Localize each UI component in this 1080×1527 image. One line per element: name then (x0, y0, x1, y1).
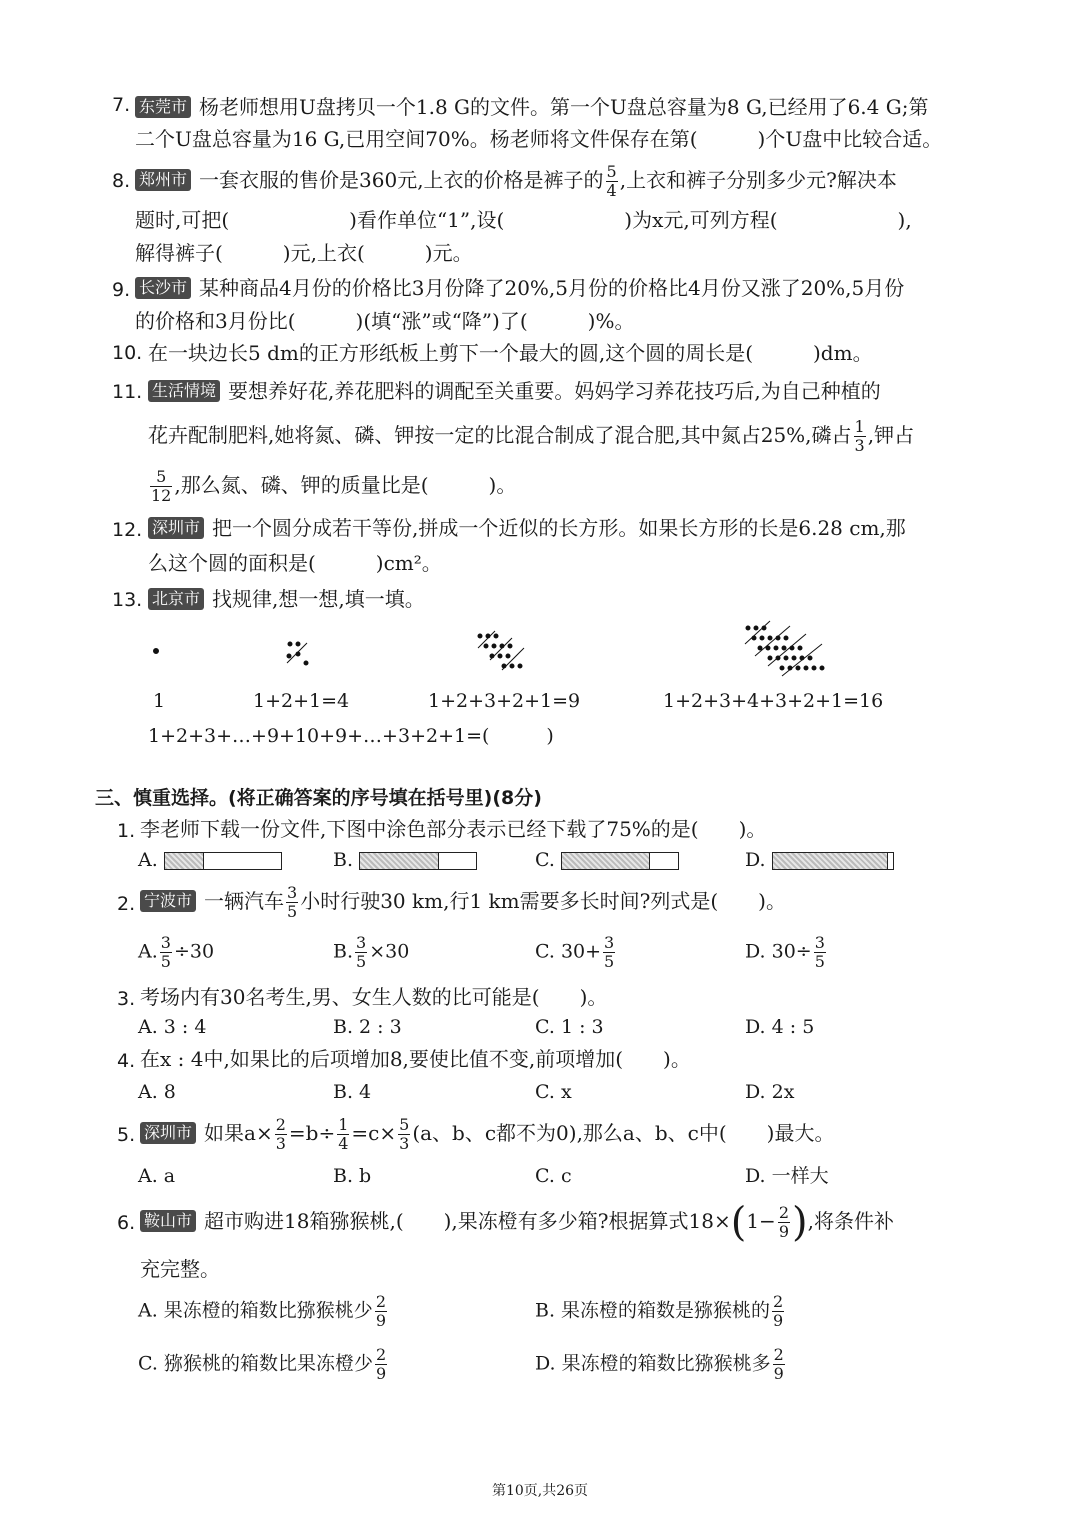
q11-line1: 生活情境 要想养好花,养花肥料的调配至关重要。妈妈学习养花技巧后,为自己种植的 (148, 376, 980, 406)
progress-bar (359, 852, 477, 870)
region-tag: 深圳市 (140, 1122, 196, 1144)
q7-number: 7. (112, 94, 131, 116)
dot-pattern-3 (478, 631, 524, 670)
region-tag: 东莞市 (135, 96, 191, 118)
c4-option-c[interactable]: C. x (535, 1081, 572, 1103)
q7-line2: 二个U盘总容量为16 G,已用空间70%。杨老师将文件保存在第( )个U盘中比较合适。 (135, 127, 943, 151)
c6-option-b[interactable]: B. 果冻橙的箱数是猕猴桃的 $\frac{2}{9}$ (535, 1292, 784, 1330)
section-heading: 三、慎重选择。(将正确答案的序号填在括号里)(8分) (95, 787, 542, 809)
q9-number: 9. (112, 279, 131, 301)
c3-option-b[interactable]: B. 2 : 3 (333, 1016, 402, 1038)
c3-option-a[interactable]: A. 3 : 4 (138, 1016, 207, 1038)
c1-number: 1. (117, 820, 136, 842)
c1-option-b[interactable]: B. (333, 845, 477, 875)
c6-line1: 鞍山市 超市购进18箱猕猴桃,( ),果冻橙有多少箱?根据算式18×(1− $\frac{2}{9}$ ),将条件补 (140, 1204, 980, 1241)
fraction: $\frac{3}{5}$ (287, 883, 298, 921)
dot-pattern-figure (0, 618, 1080, 688)
q8-line2: 题时,可把( )看作单位“1”,设( )为x元,可列方程( ), (135, 208, 912, 232)
c3-number: 3. (117, 988, 136, 1010)
c4-line1: 在x : 4中,如果比的后项增加8,要使比值不变,前项增加( )。 (140, 1047, 691, 1071)
c5-line1: 深圳市 如果a× $\frac{2}{3}$ =b÷ $\frac{1}{4}$ =c× $\frac{5}{3}$ (a、b、c都不为0),那么a、b、c中( )最大。 (140, 1116, 980, 1153)
c2-line1: 宁波市 一辆汽车 $\frac{3}{5}$ 小时行驶30 km,行1 km需要多长时间?列式是( )。 (140, 884, 980, 921)
c4-option-a[interactable]: A. 8 (138, 1081, 176, 1103)
dot-pattern-2 (287, 642, 308, 665)
c2-option-c[interactable]: C. 30+ $\frac{3}{5}$ (535, 933, 615, 971)
region-tag: 深圳市 (148, 517, 204, 539)
q8-line1: 郑州市 一套衣服的售价是360元,上衣的价格是裤子的 $\frac{5}{4}$ ,上衣和裤子分别多少元?解决本 (135, 163, 980, 200)
c3-option-c[interactable]: C. 1 : 3 (535, 1016, 604, 1038)
c6-option-d[interactable]: D. 果冻橙的箱数比猕猴桃多 $\frac{2}{9}$ (535, 1345, 784, 1383)
q12-line2: 么这个圆的面积是( )cm²。 (148, 551, 442, 575)
q11-number: 11. (112, 381, 143, 403)
pattern-eq-last: 1+2+3+…+9+10+9+…+3+2+1=( ) (148, 725, 554, 747)
c1-option-c[interactable]: C. (535, 845, 679, 875)
q9-line1: 长沙市 某种商品4月份的价格比3月份降了20%,5月份的价格比4月份又涨了20%,5月份 (135, 273, 980, 303)
c2-option-b[interactable]: B. $\frac{3}{5}$ ×30 (333, 933, 410, 971)
q13-line1: 北京市 找规律,想一想,填一填。 (148, 584, 980, 614)
q12-line1: 深圳市 把一个圆分成若干等份,拼成一个近似的长方形。如果长方形的长是6.28 cm,那 (148, 513, 980, 543)
c4-number: 4. (117, 1050, 136, 1072)
q10-number: 10. (112, 342, 143, 364)
c5-option-c[interactable]: C. c (535, 1165, 572, 1187)
c5-option-d[interactable]: D. 一样大 (745, 1165, 829, 1187)
pattern-eq-2: 1+2+1=4 (253, 690, 350, 712)
progress-bar (164, 852, 282, 870)
q7-line1: 东莞市 杨老师想用U盘拷贝一个1.8 G的文件。第一个U盘总容量为8 G,已经用了6.4 G;第 (135, 92, 980, 122)
q8-number: 8. (112, 170, 131, 192)
c5-option-a[interactable]: A. a (138, 1165, 176, 1187)
c6-option-a[interactable]: A. 果冻橙的箱数比猕猴桃少 $\frac{2}{9}$ (138, 1292, 386, 1330)
c5-number: 5. (117, 1124, 136, 1146)
c1-line1: 李老师下载一份文件,下图中涂色部分表示已经下载了75%的是( )。 (140, 817, 767, 841)
c3-option-d[interactable]: D. 4 : 5 (745, 1016, 815, 1038)
pattern-eq-4: 1+2+3+4+3+2+1=16 (663, 690, 884, 712)
c2-option-a[interactable]: A. $\frac{3}{5}$ ÷30 (138, 933, 215, 971)
progress-bar (561, 852, 679, 870)
c2-number: 2. (117, 893, 136, 915)
c6-line2: 充完整。 (140, 1257, 220, 1281)
fraction: $\frac{1}{3}$ (854, 417, 865, 455)
c1-option-d[interactable]: D. (745, 845, 894, 875)
region-tag: 北京市 (148, 588, 204, 610)
fraction: $\frac{5}{12}$ (151, 467, 172, 505)
region-tag: 长沙市 (135, 277, 191, 299)
pattern-eq-3: 1+2+3+2+1=9 (428, 690, 581, 712)
category-tag: 生活情境 (148, 380, 220, 402)
c6-option-c[interactable]: C. 猕猴桃的箱数比果冻橙少 $\frac{2}{9}$ (138, 1345, 387, 1383)
c2-option-d[interactable]: D. 30÷ $\frac{3}{5}$ (745, 933, 825, 971)
c4-option-b[interactable]: B. 4 (333, 1081, 372, 1103)
c5-option-b[interactable]: B. b (333, 1165, 372, 1187)
c3-line1: 考场内有30名考生,男、女生人数的比可能是( )。 (140, 985, 608, 1009)
q8-line3: 解得裤子( )元,上衣( )元。 (135, 241, 473, 265)
region-tag: 鞍山市 (140, 1210, 196, 1232)
page-footer: 第10页,共26页 (491, 1483, 589, 1499)
pattern-eq-1: 1 (153, 690, 166, 712)
q11-line3: $\frac{5}{12}$ ,那么氮、磷、钾的质量比是( )。 (151, 467, 517, 505)
q13-number: 13. (112, 589, 143, 611)
q9-line2: 的价格和3月份比( )(填“涨”或“降”)了( )%。 (135, 309, 635, 333)
region-tag: 宁波市 (140, 890, 196, 912)
c1-option-a[interactable]: A. (138, 845, 282, 875)
q10-line1: 在一块边长5 dm的正方形纸板上剪下一个最大的圆,这个圆的周长是( )dm。 (148, 341, 873, 365)
c6-number: 6. (117, 1212, 136, 1234)
dot-pattern-4 (745, 621, 824, 676)
fraction: $\frac{5}{4}$ (606, 162, 617, 200)
c4-option-d[interactable]: D. 2x (745, 1081, 795, 1103)
q11-line2: 花卉配制肥料,她将氮、磷、钾按一定的比混合制成了混合肥,其中氮占25%,磷占 $\frac{1}{3}$ ,钾占 (148, 417, 915, 455)
q12-number: 12. (112, 519, 143, 541)
dot-pattern-1 (154, 649, 159, 654)
progress-bar (772, 852, 894, 870)
region-tag: 郑州市 (135, 169, 191, 191)
